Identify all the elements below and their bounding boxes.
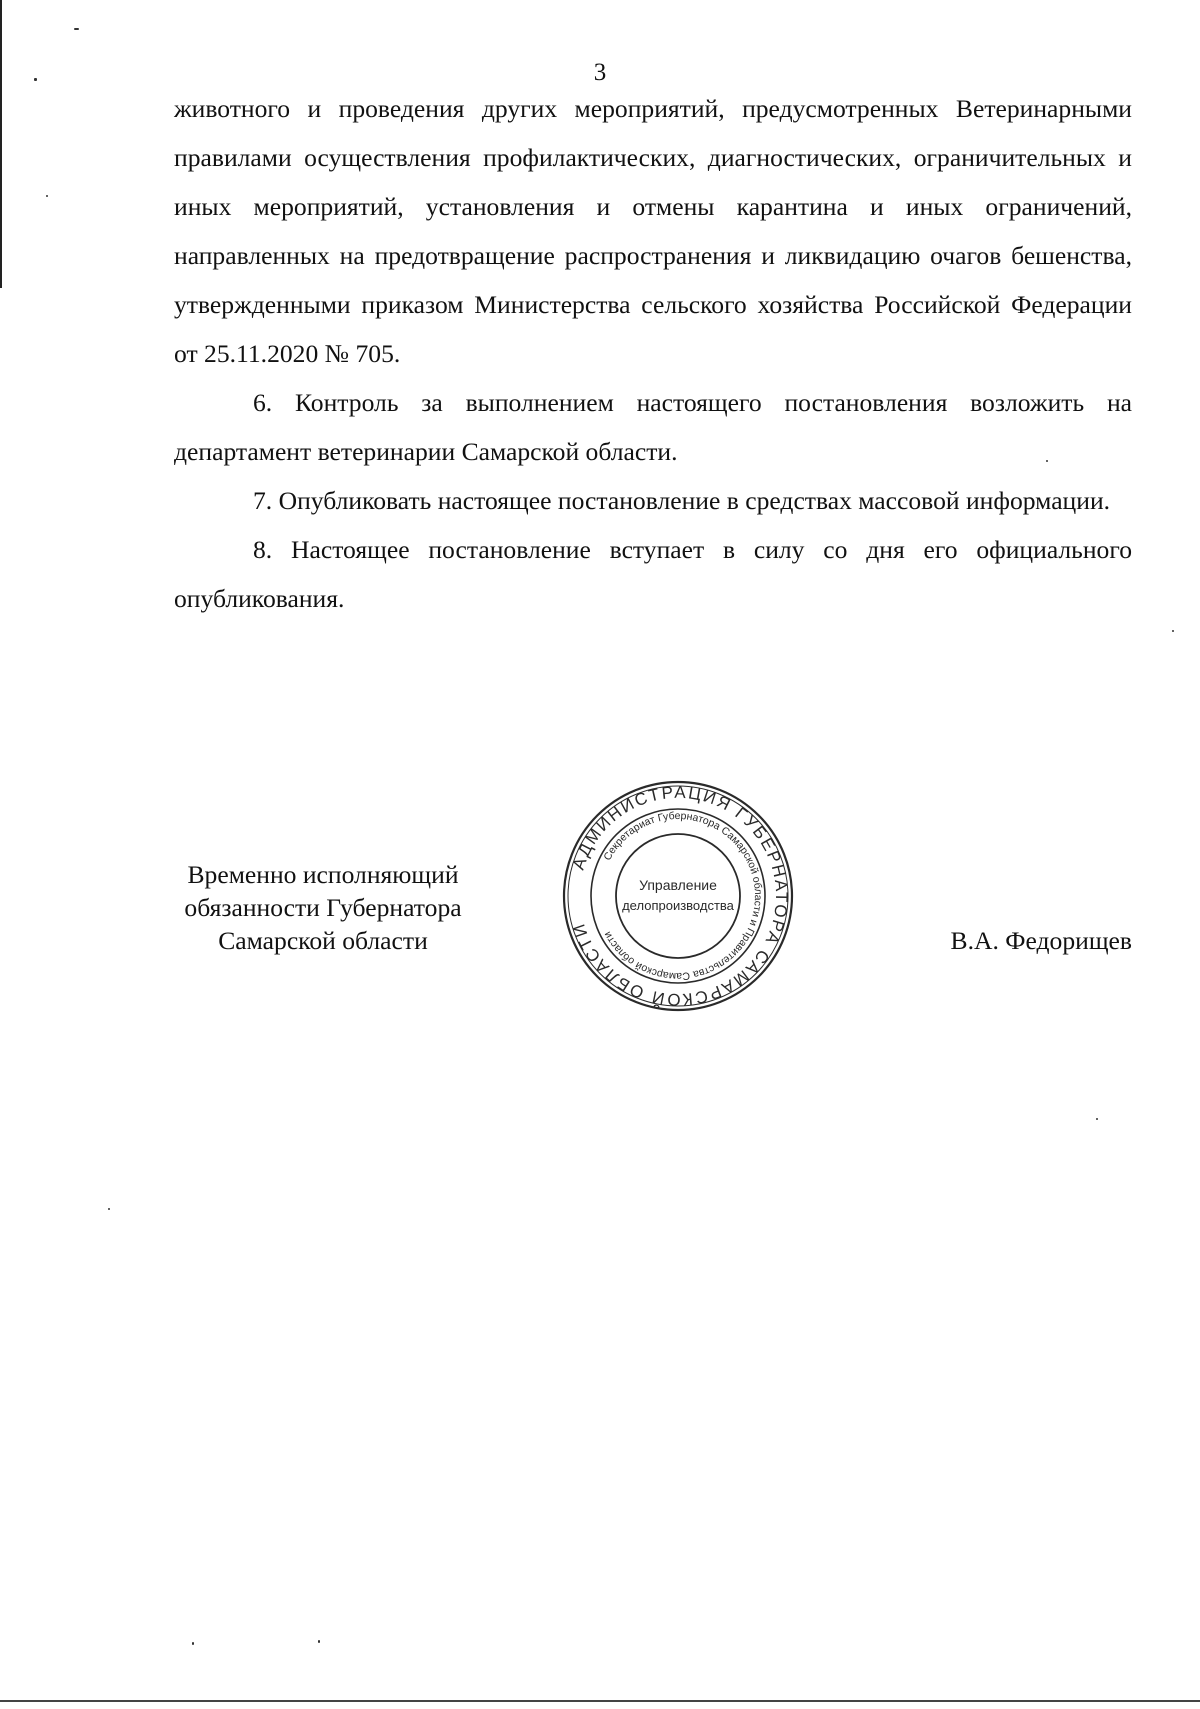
scan-speck	[108, 1208, 110, 1210]
paragraph-7: 7. Опубликовать настоящее постановление в средствах массовой информации.	[253, 486, 1111, 515]
document-body	[174, 84, 1132, 623]
signatory-title	[158, 858, 488, 957]
official-seal	[560, 778, 796, 1014]
seal-inner-text: Секретариат Губернатора Самарской области и Правительства Самарской области	[601, 809, 765, 983]
scan-speck	[46, 195, 48, 197]
paragraph-6: 6. Контроль за выполнением настоящего постановления возложить на департамент ветеринарии Самарской области.	[174, 388, 1132, 466]
scan-speck	[34, 78, 37, 81]
seal-center-line: делопроизводства	[622, 898, 734, 913]
page-number: 3	[593, 59, 607, 86]
scan-speck	[192, 1642, 194, 1645]
seal-outer-text: АДМИНИСТРАЦИЯ ГУБЕРНАТОРА САМАРСКОЙ ОБЛАСТИ	[568, 782, 792, 1010]
scan-speck	[1096, 1118, 1098, 1120]
signatory-title-line: Самарской области	[218, 926, 428, 955]
scan-speck	[1046, 460, 1048, 462]
seal-center-ring	[616, 834, 740, 958]
scan-edge-left	[0, 0, 2, 288]
paragraph-8: 8. Настоящее постановление вступает в силу со дня его официального опубликования.	[174, 535, 1132, 613]
scan-speck	[74, 28, 79, 30]
scan-speck	[318, 1640, 320, 1643]
seal-middle-ring	[591, 809, 765, 983]
signer-name: В.А. Федорищев	[950, 926, 1132, 955]
signatory-title-line: обязанности Губернатора	[184, 893, 462, 922]
scan-edge-bottom	[0, 1700, 1200, 1702]
scan-speck	[1172, 630, 1174, 632]
paragraph-continuation: животного и проведения других мероприятий, предусмотренных Ветеринарными правилами осуществления профилактических, диагностических, ограничительных и иных мероприятий, установления и отмены карантина и иных ограничений, направленных на предотвращение распространения и ликвидацию очагов бешенства, утвержденными приказом Министерства сельского хозяйства Российской Федерации от 25.11.2020 № 705.	[174, 94, 1132, 368]
signatory-title-line: Временно исполняющий	[187, 860, 459, 889]
seal-center-line: Управление	[639, 877, 717, 893]
